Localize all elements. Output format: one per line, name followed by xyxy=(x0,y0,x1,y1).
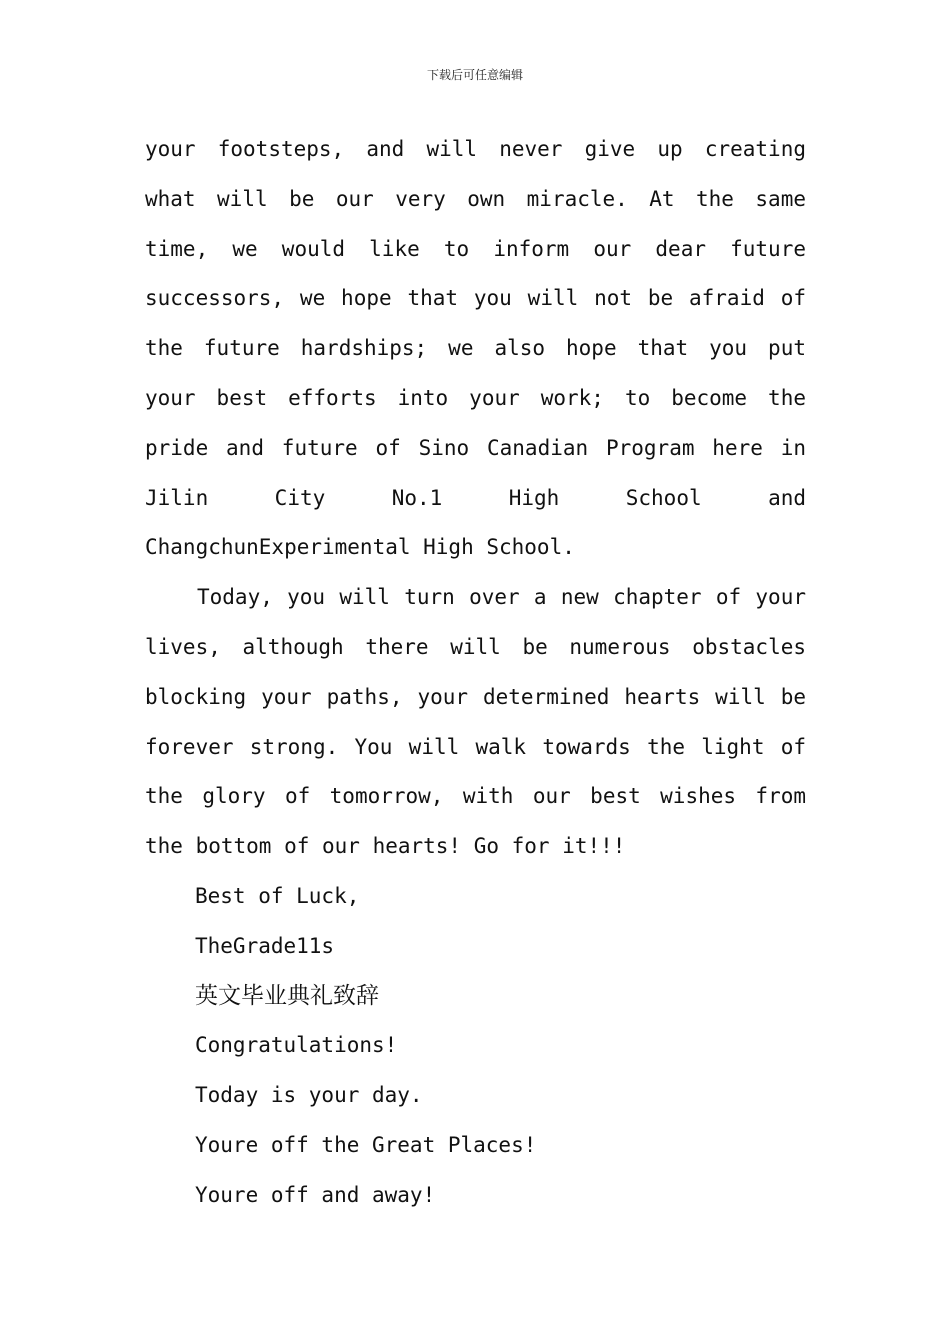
sign-off: Best of Luck, xyxy=(195,883,360,908)
text-line: your footsteps, and will never give up creating xyxy=(145,137,806,161)
signature: TheGrade11s xyxy=(195,933,335,958)
speech-line: Youre off the Great Places! xyxy=(195,1132,537,1157)
text-line: Jilin City No.1 High School and xyxy=(145,485,806,510)
text-line: the future hardships; we also hope that you put xyxy=(145,336,806,361)
text-line: forever strong. You will walk towards the light of xyxy=(145,734,806,759)
speech-line: Congratulations! xyxy=(195,1033,398,1058)
text-line: the bottom of our hearts! Go for it!!! xyxy=(145,834,626,859)
document-body xyxy=(145,125,806,1221)
speech-line: Youre off and away! xyxy=(195,1182,436,1207)
text-line: successors, we hope that you will not be afraid of xyxy=(145,286,806,311)
text-line: what will be our very own miracle. At the same xyxy=(145,186,806,211)
text-line: Today, you will turn over a new chapter of your xyxy=(197,585,806,610)
text-line: blocking your paths, your determined hearts will be xyxy=(145,684,806,709)
speech-line: Today is your day. xyxy=(195,1083,423,1108)
text-line: ChangchunExperimental High School. xyxy=(145,535,575,560)
page-header: 下载后可任意编辑 xyxy=(426,68,523,82)
text-line: lives, although there will be numerous obstacles xyxy=(145,634,806,659)
section-title: 英文毕业典礼致辞 xyxy=(195,982,379,1009)
text-line: pride and future of Sino Canadian Program here in xyxy=(145,435,806,460)
text-line: the glory of tomorrow, with our best wishes from xyxy=(145,784,806,809)
text-line: your best efforts into your work; to become the xyxy=(145,385,806,410)
text-line: time, we would like to inform our dear future xyxy=(145,236,806,261)
